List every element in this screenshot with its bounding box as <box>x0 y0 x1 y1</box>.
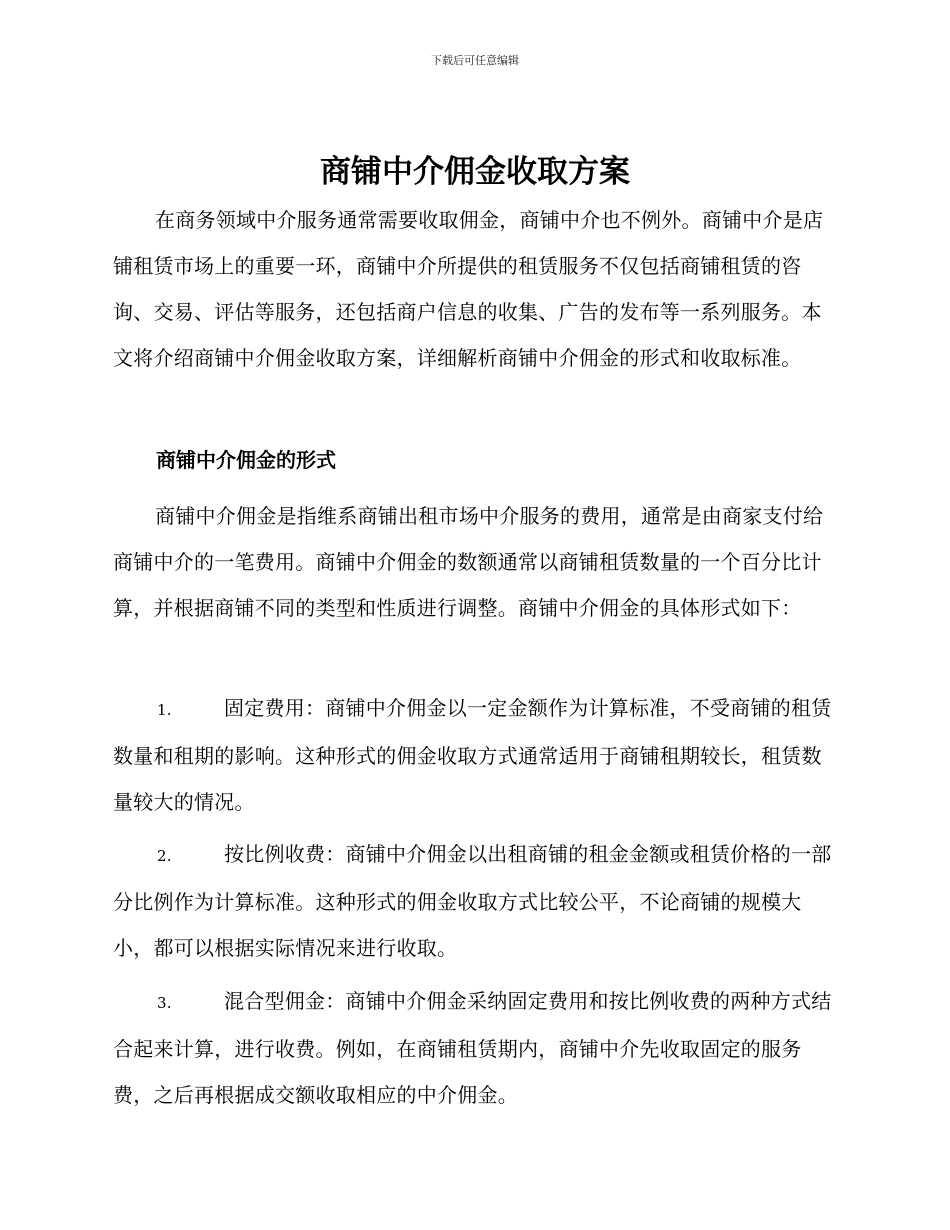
list-item-number: 1. <box>157 701 172 719</box>
list-item-number: 3. <box>157 994 172 1012</box>
header-note: 下载后可任意编辑 <box>431 54 519 67</box>
list-item-text: 混合型佣金：商铺中介佣金采纳固定费用和按比例收费的两种方式结合起来计算，进行收费。例如，在商铺租赁期内，商铺中介先收取固定的服务费，之后再根据成交额收取相应的中介佣金。 <box>113 989 832 1107</box>
list-item <box>113 685 833 825</box>
section-paragraph: 商铺中介佣金是指维系商铺出租市场中介服务的费用，通常是由商家支付给商铺中介的一笔费用。商铺中介佣金的数额通常以商铺租赁数量的一个百分比计算，并根据商铺不同的类型和性质进行调整。商铺中介佣金的具体形式如下： <box>113 504 824 620</box>
list-item-text: 固定费用：商铺中介佣金以一定金额作为计算标准，不受商铺的租赁数量和租期的影响。这种形式的佣金收取方式通常适用于商铺租期较长，租赁数量较大的情况。 <box>113 696 832 814</box>
list-item <box>113 978 833 1118</box>
section-heading: 商铺中介佣金的形式 <box>156 448 336 472</box>
intro-paragraph: 在商务领域中介服务通常需要收取佣金，商铺中介也不例外。商铺中介是店铺租赁市场上的重要一环，商铺中介所提供的租赁服务不仅包括商铺租赁的咨询、交易、评估等服务，还包括商户信息的收集、广告的发布等一系列服务。本文将介绍商铺中介佣金收取方案，详细解析商铺中介佣金的形式和收取标准。 <box>113 208 824 370</box>
document-title: 商铺中介佣金收取方案 <box>320 154 630 190</box>
list-item <box>113 831 833 971</box>
list-item-text: 按比例收费：商铺中介佣金以出租商铺的租金金额或租赁价格的一部分比例作为计算标准。这种形式的佣金收取方式比较公平，不论商铺的规模大小，都可以根据实际情况来进行收取。 <box>113 842 832 960</box>
list-item-number: 2. <box>157 847 172 865</box>
